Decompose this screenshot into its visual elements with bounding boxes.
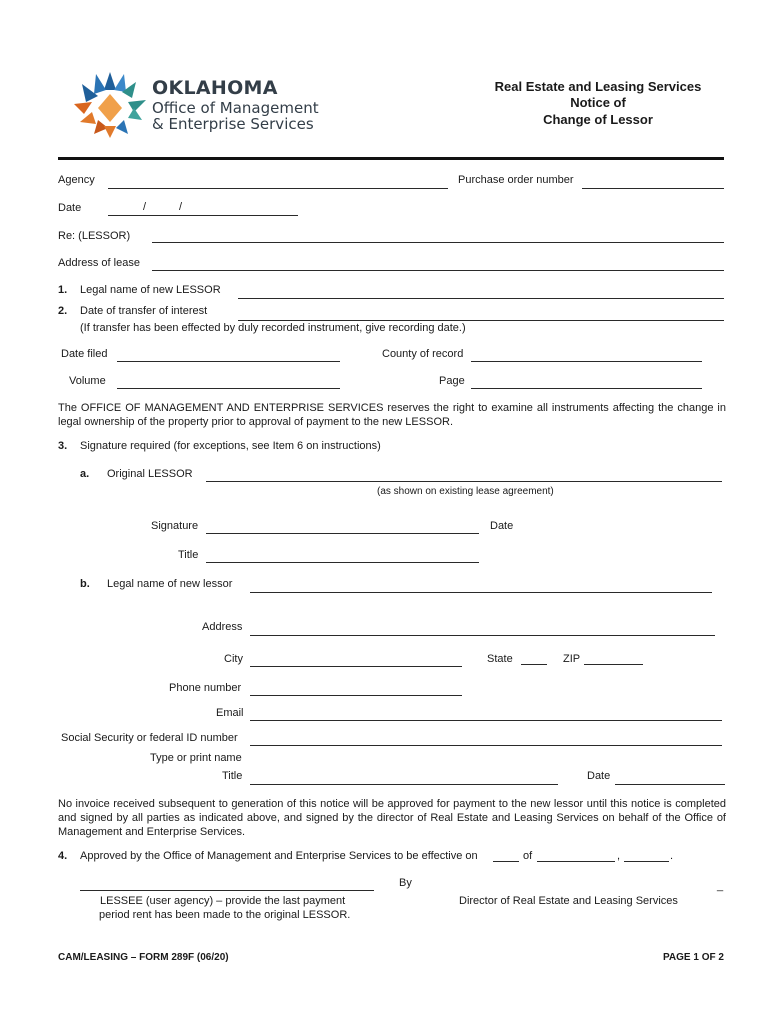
email-field[interactable] (250, 720, 722, 721)
ssn-field[interactable] (250, 745, 722, 746)
effective-month-field[interactable] (537, 861, 615, 862)
director-line-mark: _ (717, 880, 724, 892)
address-field[interactable] (250, 635, 715, 636)
form-id: CAM/LEASING – FORM 289F (06/20) (58, 952, 229, 963)
date-field[interactable] (108, 215, 298, 216)
city-field[interactable] (250, 666, 462, 667)
item-3-label: Signature required (for exceptions, see Item 6 on instructions) (80, 440, 381, 452)
re-lessor-label: Re: (LESSOR) (58, 230, 131, 242)
item-4-period: . (670, 850, 674, 862)
signature-field[interactable] (206, 533, 479, 534)
phone-field[interactable] (250, 695, 462, 696)
state-field[interactable] (521, 664, 547, 665)
item-4-comma: , (617, 850, 621, 862)
item-2-number: 2. (58, 305, 68, 317)
volume-field[interactable] (117, 388, 340, 389)
header-rule (58, 157, 724, 160)
page-number: PAGE 1 OF 2 (663, 952, 724, 963)
transfer-date-field[interactable] (238, 320, 724, 321)
zip-label: ZIP (563, 653, 581, 665)
existing-lease-note: (as shown on existing lease agreement) (377, 486, 554, 497)
agency-label: Agency (58, 174, 95, 186)
type-name-label: Type or print name (150, 752, 242, 764)
date-slash-1: / (143, 201, 147, 213)
po-label: Purchase order number (458, 174, 574, 186)
date-filed-field[interactable] (117, 361, 340, 362)
signature-label: Signature (151, 520, 199, 532)
email-label: Email (216, 707, 244, 719)
title-label: Title (178, 549, 199, 561)
ssn-label: Social Security or federal ID number (61, 732, 238, 744)
lessor-date-label: Date (587, 770, 611, 782)
re-lessor-field[interactable] (152, 242, 724, 243)
new-lessor-legal-label: Legal name of new lessor (107, 578, 233, 590)
item-1-label: Legal name of new LESSOR (80, 284, 221, 296)
header-title-2: Notice of (570, 95, 626, 110)
phone-label: Phone number (169, 682, 242, 694)
title-field[interactable] (206, 562, 479, 563)
header-title-1: Real Estate and Leasing Services (494, 79, 702, 94)
logo-office-line: Office of Management (152, 99, 319, 117)
director-label: Director of Real Estate and Leasing Services (459, 895, 678, 907)
county-label: County of record (382, 348, 464, 360)
lease-address-field[interactable] (152, 270, 724, 271)
item-4-number: 4. (58, 850, 68, 862)
item-3-number: 3. (58, 440, 68, 452)
item-2-label: Date of transfer of interest (80, 305, 208, 317)
original-lessor-field[interactable] (206, 481, 722, 482)
page-field[interactable] (471, 388, 702, 389)
lessor-title-label: Title (222, 770, 243, 782)
lessee-note-1: LESSEE (user agency) – provide the last payment (100, 895, 346, 907)
county-field[interactable] (471, 361, 702, 362)
city-label: City (224, 653, 243, 665)
state-label: State (487, 653, 513, 665)
lease-address-label: Address of lease (58, 257, 140, 269)
item-2-note: (If transfer has been effected by duly recorded instrument, give recording date.) (80, 322, 466, 334)
lessee-signature-field[interactable] (80, 890, 374, 891)
page-label: Page (439, 375, 465, 387)
header-title-3: Change of Lessor (543, 112, 653, 127)
volume-label: Volume (69, 375, 106, 387)
logo-oklahoma: OKLAHOMA (152, 77, 278, 99)
date-label: Date (58, 202, 82, 214)
lessor-date-field[interactable] (615, 784, 725, 785)
signature-date-label: Date (490, 520, 514, 532)
invoice-paragraph: No invoice received subsequent to generation of this notice will be approved for payment to the new lessor until this notice is completed and signed by all parties as indicated above, and signed by the director of Real Estate and Leasing Services on behalf of the Office of Management and Enterprise Services. (58, 798, 726, 838)
item-3a-letter: a. (80, 468, 90, 480)
item-3b-letter: b. (80, 578, 90, 590)
po-field[interactable] (582, 188, 724, 189)
by-label: By (399, 877, 412, 889)
logo-enterprise-line: & Enterprise Services (152, 115, 314, 133)
zip-field[interactable] (584, 664, 643, 665)
date-filed-label: Date filed (61, 348, 108, 360)
item-4-of: of (523, 850, 533, 862)
new-lessor-legal-field[interactable] (250, 592, 712, 593)
lessor-title-field[interactable] (250, 784, 558, 785)
effective-year-field[interactable] (624, 861, 669, 862)
original-lessor-label: Original LESSOR (107, 468, 193, 480)
oklahoma-star-logo-icon (70, 68, 150, 140)
agency-field[interactable] (108, 188, 448, 189)
effective-day-field[interactable] (493, 861, 519, 862)
address-label: Address (202, 621, 243, 633)
item-1-number: 1. (58, 284, 68, 296)
item-4-label: Approved by the Office of Management and Enterprise Services to be effective on (80, 850, 478, 862)
reserve-paragraph: The OFFICE OF MANAGEMENT AND ENTERPRISE SERVICES reserves the right to examine all instruments affecting the change in legal ownership of the property prior to approval of payment to the new LESSOR. (58, 402, 726, 428)
new-lessor-name-field[interactable] (238, 298, 724, 299)
lessee-note-2: period rent has been made to the original LESSOR. (99, 909, 351, 921)
date-slash-2: / (179, 201, 183, 213)
